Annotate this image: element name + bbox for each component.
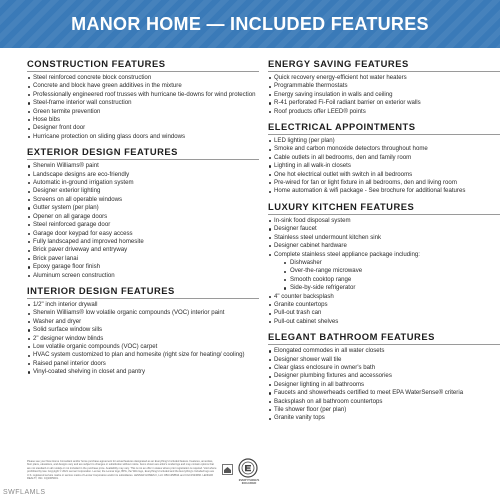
list-item: Backsplash on all bathroom countertops: [268, 398, 500, 406]
list-item: Designer shower wall tile: [268, 356, 500, 364]
list-item: Washer and dryer: [27, 318, 259, 326]
list-item: Solid surface window sills: [27, 326, 259, 334]
list-item: Opener on all garage doors: [27, 213, 259, 221]
list-item: Designer plumbing fixtures and accessories: [268, 372, 500, 380]
section-elegant-bathroom: [268, 331, 500, 423]
left-column: [27, 58, 259, 382]
list-item: Designer lighting in all bathrooms: [268, 381, 500, 389]
watermark: SWFLAMLS: [3, 489, 46, 496]
section-electrical: [268, 121, 500, 196]
equal-housing-icon: [222, 464, 233, 475]
right-column: [268, 58, 500, 428]
list-item: Designer faucet: [268, 225, 500, 233]
feature-list: [268, 74, 500, 116]
feature-list: [27, 162, 259, 280]
legal-disclaimer: Please see your New Home Consultant and/or home purchase agreement for actual features designated as an Everything's Included feature. Features, amenities, floor plans, elevations, and designs vary and are subject to changes or substitution without notice. Items shown are artist's renderings and may contain options that are not standard on all models or not included in the purchase price. Availability may vary. This is not an offer in states where prior registration is required. Void where prohibited by law. Copyright © 2021 Lennar Corporation. Lennar, the Lennar logo, BPG, the WiG logo, Everything's Included and the Everything's Included logo are U.S. registered service marks or service marks of Lennar Corporation and/or its subsidiaries. LENNAR HOMES II, LLC CBC1258814 and CGC1523666. LENNAR REALTY, INC. CQ1005001.: [27, 460, 217, 481]
list-item: Gutter system (per plan): [27, 204, 259, 212]
sub-list-item: Dishwasher: [268, 259, 500, 267]
sub-list-item: Side-by-side refrigerator: [268, 284, 500, 292]
list-item: Pull-out trash can: [268, 309, 500, 317]
section-luxury-kitchen: [268, 201, 500, 326]
sub-list-item: Smooth cooktop range: [268, 276, 500, 284]
list-item: Designer front door: [27, 124, 259, 132]
list-item: Clear glass enclosure in owner's bath: [268, 364, 500, 372]
section-energy-saving: [268, 58, 500, 116]
list-item: Hose bibs: [27, 116, 259, 124]
list-item: LED lighting (per plan): [268, 137, 500, 145]
section-title: LUXURY KITCHEN FEATURES: [268, 201, 500, 215]
list-item: Complete stainless steel appliance package including:: [268, 251, 500, 259]
feature-list: [268, 347, 500, 423]
section-title: EXTERIOR DESIGN FEATURES: [27, 146, 259, 160]
list-item: Granite countertops: [268, 301, 500, 309]
list-item: Brick paver driveway and entryway: [27, 246, 259, 254]
logo-caption: [232, 479, 266, 485]
list-item: Home automation & wifi package - See brochure for additional features: [268, 187, 500, 195]
list-item: Aluminum screen construction: [27, 272, 259, 280]
list-item: Raised panel interior doors: [27, 360, 259, 368]
feature-list: [268, 137, 500, 196]
list-item: Epoxy garage floor finish: [27, 263, 259, 271]
list-item: Fully landscaped and improved homesite: [27, 238, 259, 246]
list-item: Vinyl-coated shelving in closet and pantry: [27, 368, 259, 376]
section-title: ENERGY SAVING FEATURES: [268, 58, 500, 72]
sub-list-item: Over-the-range microwave: [268, 267, 500, 275]
list-item: One hot electrical outlet with switch in all bedrooms: [268, 171, 500, 179]
list-item: Granite vanity tops: [268, 414, 500, 422]
logo-line: EVERYTHING'S: [238, 478, 260, 482]
section-title: CONSTRUCTION FEATURES: [27, 58, 259, 72]
list-item: Roof products offer LEED® points: [268, 108, 500, 116]
list-item: Cable outlets in all bedrooms, den and family room: [268, 154, 500, 162]
section-title: INTERIOR DESIGN FEATURES: [27, 285, 259, 299]
feature-list: [27, 301, 259, 377]
list-item: 2" designer window blinds: [27, 335, 259, 343]
list-item: 1/2" inch interior drywall: [27, 301, 259, 309]
logo-group: [222, 458, 272, 490]
page-title: MANOR HOME — INCLUDED FEATURES: [71, 13, 429, 34]
list-item: Programmable thermostats: [268, 82, 500, 90]
list-item: HVAC system customized to plan and homesite (right size for heating/ cooling): [27, 351, 259, 359]
list-item: Low volatile organic compounds (VOC) carpet: [27, 343, 259, 351]
list-item: Lighting in all walk-in closets: [268, 162, 500, 170]
list-item: Concrete and block have green additives in the mixture: [27, 82, 259, 90]
list-item: Energy saving insulation in walls and ceiling: [268, 91, 500, 99]
list-item: Professionally engineered roof trusses with hurricane tie-downs for wind protection: [27, 91, 259, 99]
list-item: Sherwin Williams® paint: [27, 162, 259, 170]
list-item: Pull-out cabinet shelves: [268, 318, 500, 326]
list-item: Stainless steel undermount kitchen sink: [268, 234, 500, 242]
list-item: Faucets and showerheads certified to meet EPA WaterSense® criteria: [268, 389, 500, 397]
list-item: Automatic in-ground irrigation system: [27, 179, 259, 187]
header-banner: [0, 0, 500, 48]
list-item: Brick paver lanai: [27, 255, 259, 263]
section-interior-design: [27, 285, 259, 377]
list-item: In-sink food disposal system: [268, 217, 500, 225]
section-title: ELEGANT BATHROOM FEATURES: [268, 331, 500, 345]
everythings-included-logo-icon: [238, 458, 258, 478]
list-item: Quick recovery energy-efficient hot water heaters: [268, 74, 500, 82]
list-item: Green termite prevention: [27, 108, 259, 116]
list-item: Smoke and carbon monoxide detectors throughout home: [268, 145, 500, 153]
logo-line: INCLUDED: [241, 481, 257, 486]
list-item: Pre-wired for fan or light fixture in all bedrooms, den and living room: [268, 179, 500, 187]
section-exterior-design: [27, 146, 259, 280]
list-item: Tile shower floor (per plan): [268, 406, 500, 414]
list-item: Designer cabinet hardware: [268, 242, 500, 250]
list-item: Screens on all operable windows: [27, 196, 259, 204]
list-item: Designer exterior lighting: [27, 187, 259, 195]
feature-list: [27, 74, 259, 141]
list-item: Steel-frame interior wall construction: [27, 99, 259, 107]
list-item: 4" counter backsplash: [268, 293, 500, 301]
list-item: Sherwin Williams® low volatile organic compounds (VOC) interior paint: [27, 309, 259, 317]
section-construction: [27, 58, 259, 141]
list-item: Steel reinforced concrete block construction: [27, 74, 259, 82]
section-title: ELECTRICAL APPOINTMENTS: [268, 121, 500, 135]
list-item: Hurricane protection on sliding glass doors and windows: [27, 133, 259, 141]
feature-list: [268, 217, 500, 326]
list-item: Steel reinforced garage door: [27, 221, 259, 229]
list-item: Elongated commodes in all water closets: [268, 347, 500, 355]
list-item: R-41 perforated Fi-Foil radiant barrier on exterior walls: [268, 99, 500, 107]
list-item: Garage door keypad for easy access: [27, 230, 259, 238]
list-item: Landscape designs are eco-friendly: [27, 171, 259, 179]
